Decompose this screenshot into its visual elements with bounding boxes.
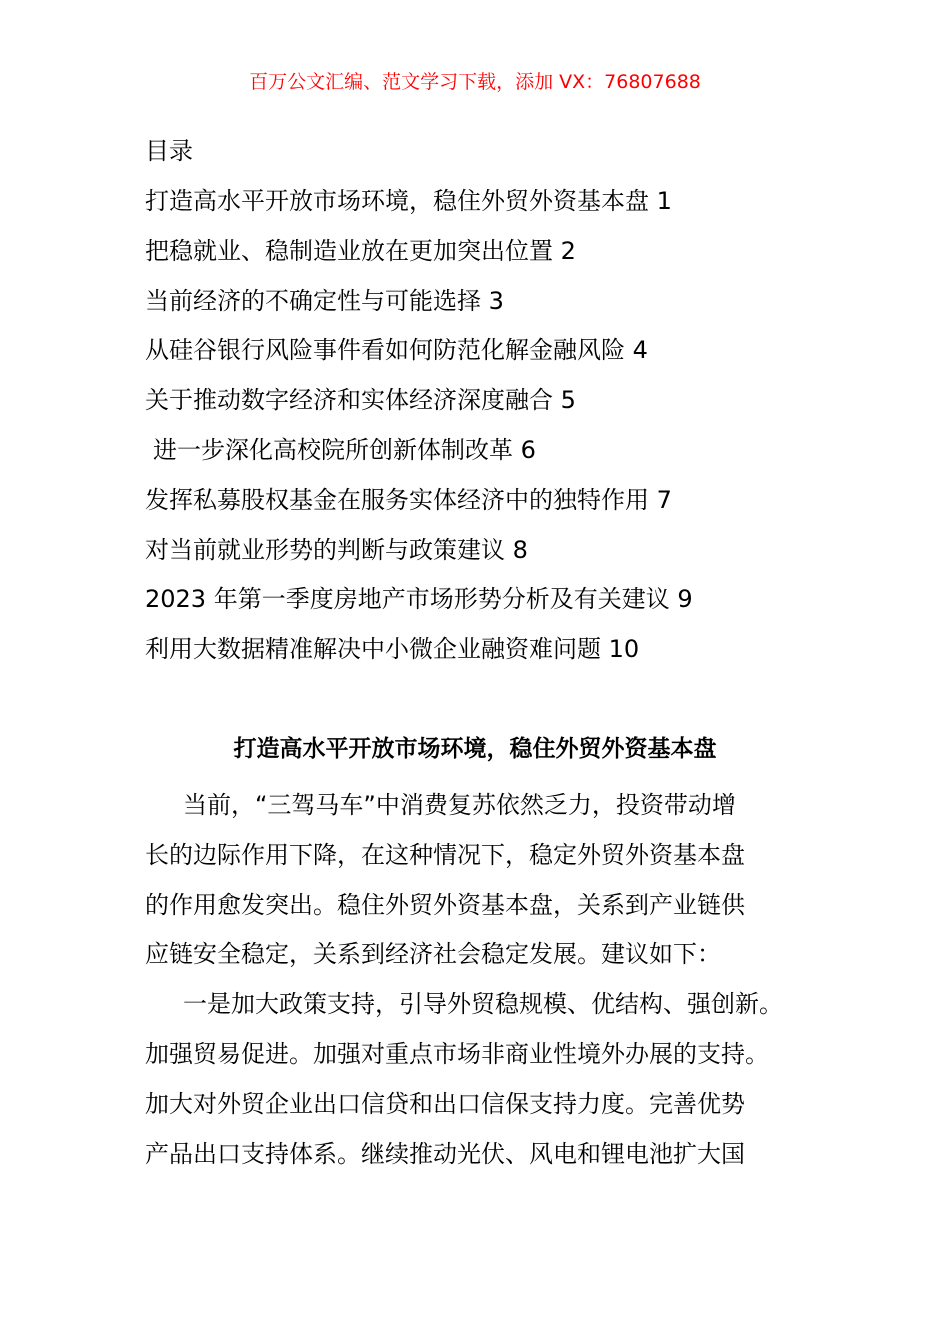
section-body bbox=[145, 781, 815, 1179]
toc-item: 从硅谷银行风险事件看如何防范化解金融风险 4 bbox=[145, 336, 648, 365]
text-line: 当前，“三驾马车”中消费复苏依然乏力，投资带动增 bbox=[183, 791, 736, 819]
text-line: 加大对外贸企业出口信贷和出口信保支持力度。完善优势 bbox=[145, 1089, 745, 1118]
toc-item: 把稳就业、稳制造业放在更加突出位置 2 bbox=[145, 236, 576, 265]
text-line: 一是加大政策支持，引导外贸稳规模、优结构、强创新。 bbox=[183, 990, 783, 1019]
toc-item: 关于推动数字经济和实体经济深度融合 5 bbox=[145, 386, 576, 415]
section-title: 打造高水平开放市场环境，稳住外贸外资基本盘 bbox=[233, 736, 717, 762]
toc-item: 对当前就业形势的判断与政策建议 8 bbox=[145, 535, 528, 564]
toc-item: 打造高水平开放市场环境，稳住外贸外资基本盘 1 bbox=[145, 187, 672, 215]
toc-item: 利用大数据精准解决中小微企业融资难问题 10 bbox=[145, 635, 640, 664]
toc-title: 目录 bbox=[145, 137, 193, 165]
text-line: 产品出口支持体系。继续推动光伏、风电和锂电池扩大国 bbox=[145, 1139, 745, 1168]
paragraph bbox=[145, 980, 815, 1179]
text-line: 的作用愈发突出。稳住外贸外资基本盘，关系到产业链供 bbox=[145, 890, 745, 919]
header-watermark-note: 百万公文汇编、范文学习下载，添加 VX：76807688 bbox=[249, 71, 701, 93]
text-line: 长的边际作用下降，在这种情况下，稳定外贸外资基本盘 bbox=[145, 840, 745, 869]
toc-item: 发挥私募股权基金在服务实体经济中的独特作用 7 bbox=[145, 485, 672, 514]
toc-item: 进一步深化高校院所创新体制改革 6 bbox=[153, 435, 536, 464]
toc-item: 当前经济的不确定性与可能选择 3 bbox=[145, 286, 504, 315]
text-line: 应链安全稳定，关系到经济社会稳定发展。建议如下： bbox=[145, 940, 721, 969]
text-line: 加强贸易促进。加强对重点市场非商业性境外办展的支持。 bbox=[145, 1039, 769, 1068]
table-of-contents bbox=[145, 134, 845, 682]
paragraph bbox=[145, 781, 815, 980]
toc-item: 2023 年第一季度房地产市场形势分析及有关建议 9 bbox=[145, 585, 693, 614]
